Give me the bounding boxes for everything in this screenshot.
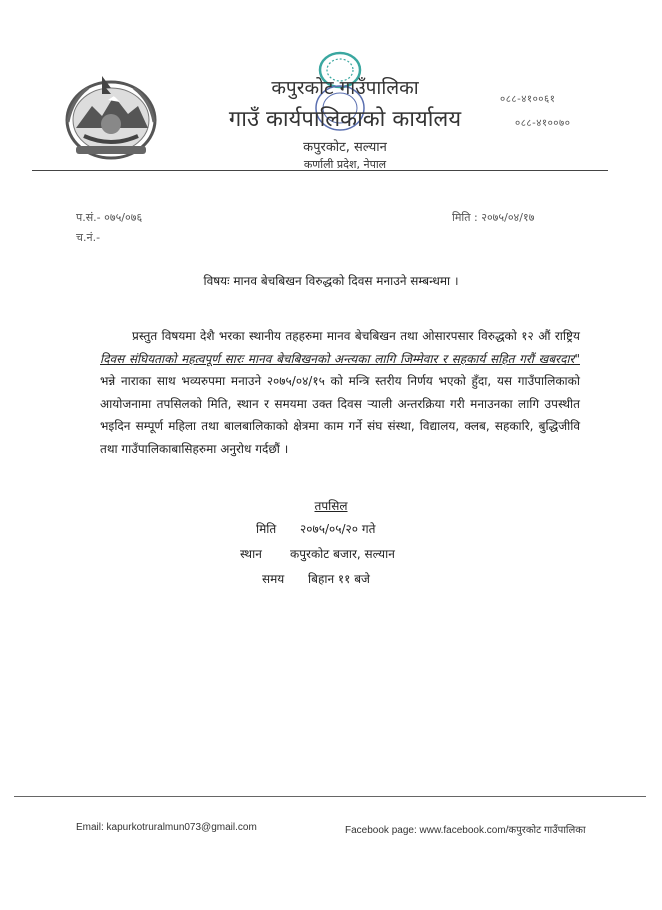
org-province: कर्णाली प्रदेश, नेपाल (303, 158, 387, 171)
footer-facebook: Facebook page: www.facebook.com/कपुरकोट गाउँपालिका (345, 825, 586, 836)
schedule-title: तपसिल (314, 499, 348, 513)
header-divider (32, 170, 608, 171)
phone-number-1: ०८८-४१००६१ (500, 94, 556, 105)
org-address: कपुरकोट, सल्यान (303, 140, 387, 155)
nepal-emblem-logo (62, 70, 160, 162)
org-name: कपुरकोट गाउँपालिका (271, 77, 419, 99)
schedule-row-place (0, 545, 662, 565)
letter-subject: विषयः मानव बेचबिखन विरुद्धको दिवस मनाउने सम्बन्धमा । (203, 274, 459, 288)
body-request: भन्ने नाराका साथ भव्यरुपमा मनाउने २०७५/०४/१५ को मन्त्रि स्तरीय निर्णय भएको हुँदा, यस गाउँपालिकाको आयोजनामा तपसिलको मिति, स्थान र समयमा उक्त दिवस र्‍याली अन्तरक्रिया गरी मनाउनका लागि उपस्थीत भइदिन सम्पूर्ण महिला तथा बालबालिकाको क्षेत्रमा काम गर्ने संघ संस्था, विद्यालय, क्लब, सहकारि, बुद्धिजीवि तथा गाउँपालिकाबासिहरुमा अनुरोध गर्दछौं । (100, 374, 580, 456)
schedule-label: स्थान (240, 547, 262, 561)
letter-body (100, 325, 580, 460)
letter-date: मिति : २०७५/०४/१७ (452, 211, 535, 224)
schedule-value: २०७५/०५/२० गते (300, 522, 376, 536)
schedule-row-time (0, 570, 662, 590)
body-slogan: दिवस संघियताको महत्वपूर्ण सारः मानव बेचबिखनको अन्त्यका लागि जिम्मेवार र सहकार्य सहित गरौं खबरदार" (100, 351, 580, 366)
dispatch-number: च.नं.- (76, 231, 101, 244)
schedule-value: कपुरकोट बजार, सल्यान (290, 547, 395, 561)
schedule-row-date (0, 520, 662, 540)
schedule-label: मिति (256, 522, 277, 536)
phone-number-2: ०८८-४१००७० (515, 118, 571, 129)
footer-email: Email: kapurkotruralmun073@gmail.com (76, 822, 257, 833)
office-name: गाउँ कार्यपालिकाको कार्यालय (228, 107, 462, 132)
schedule-label: समय (262, 572, 285, 586)
reference-number: प.सं.- ०७५/०७६ (76, 211, 143, 224)
body-intro: प्रस्तुत विषयमा देशै भरका स्थानीय तहहरुमा मानव बेचबिखन तथा ओसारपसार विरुद्धको १२ औं राष्ट्रिय (132, 329, 580, 343)
footer-divider (14, 796, 646, 797)
schedule-value: बिहान ११ बजे (308, 572, 370, 586)
